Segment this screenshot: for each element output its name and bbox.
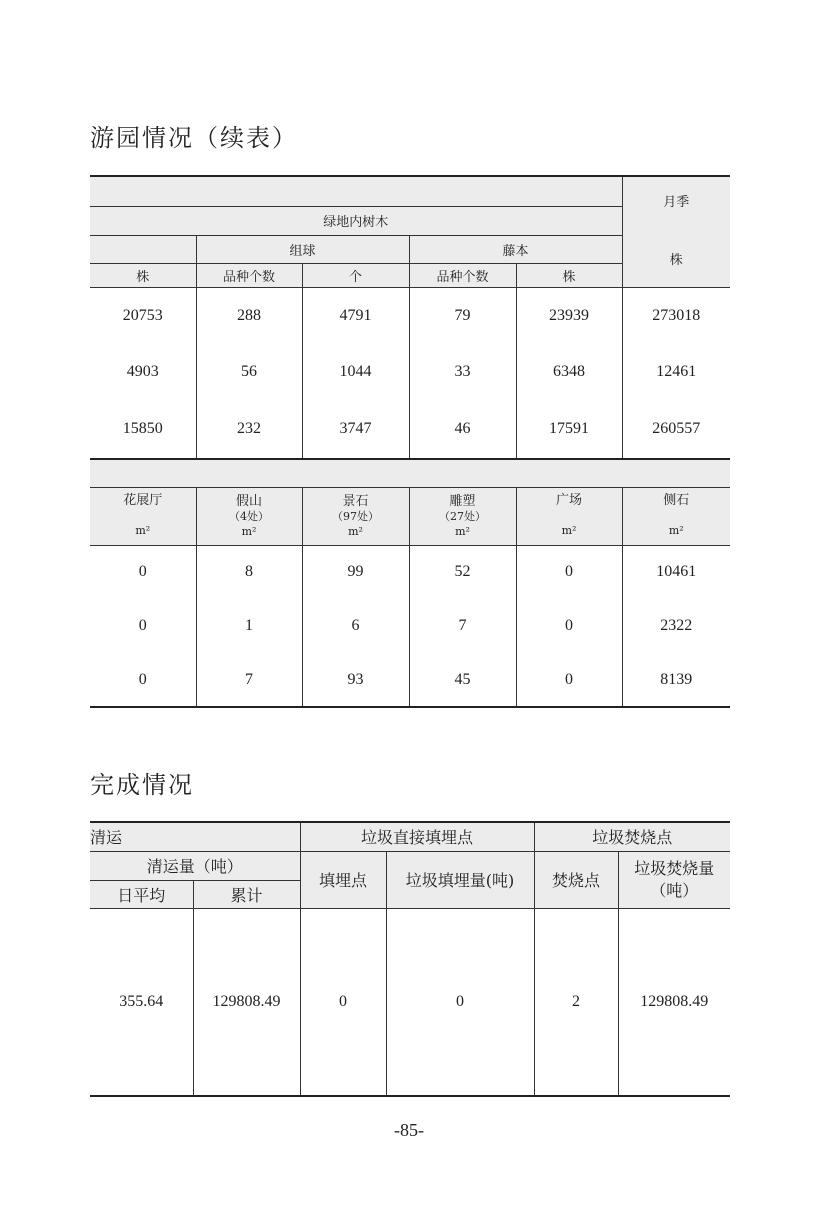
table-cell: 33	[409, 345, 516, 399]
header-rockery	[196, 487, 302, 545]
header-clearing: 清运	[90, 822, 300, 851]
table-cell: 3747	[302, 399, 409, 459]
table-cell: 45	[409, 653, 516, 707]
header-vine-unit-zhu: 株	[516, 263, 622, 287]
header-incineration-group: 垃圾焚烧点	[534, 822, 730, 851]
incineration-volume-unit: （吨）	[650, 880, 699, 900]
month-season-unit: 株	[669, 252, 683, 268]
header-blank	[90, 235, 196, 263]
unit-label: m²	[455, 524, 470, 538]
curb-label: 侧石	[663, 493, 690, 508]
table-cell: 46	[409, 399, 516, 459]
park-tour-table	[90, 175, 730, 708]
section-title-completion: 完成情况	[90, 771, 194, 799]
table-cell: 288	[196, 287, 302, 345]
header-incineration-volume	[618, 851, 730, 908]
header-vine: 藤本	[409, 235, 622, 263]
table-cell: 0	[90, 545, 196, 599]
divider-band	[90, 459, 730, 487]
section-title-tour: 游园情况（续表）	[90, 124, 298, 152]
table-cell: 0	[90, 599, 196, 653]
unit-label: m²	[135, 524, 151, 537]
header-landfill-volume: 垃圾填埋量(吨)	[386, 851, 534, 908]
table-cell: 273018	[652, 307, 701, 325]
table-cell: 6348	[516, 345, 622, 399]
unit-label: m²	[241, 524, 257, 538]
table-cell: 0	[386, 908, 534, 1096]
table-cell: 0	[90, 653, 196, 707]
header-group-ball: 组球	[196, 235, 409, 263]
table-cell: 8139	[660, 670, 693, 688]
table-cell: 2322	[660, 617, 693, 634]
incineration-volume-label: 垃圾焚烧量	[634, 858, 715, 878]
header-unit-ge: 个	[302, 263, 409, 287]
header-scenic-stone	[302, 487, 409, 545]
sculpture-sub-label: （27处）	[439, 509, 486, 523]
header-unit-zhu: 株	[90, 263, 196, 287]
table-cell: 0	[300, 908, 386, 1096]
table-cell: 79	[409, 287, 516, 345]
table-cell: 99	[302, 545, 409, 599]
header-variety-count: 品种个数	[196, 263, 302, 287]
header-vine-variety-count: 品种个数	[409, 263, 516, 287]
table-cell: 0	[516, 599, 622, 653]
table-cell: 8	[196, 545, 302, 599]
table-cell: 10461	[656, 563, 697, 581]
header-sculpture	[409, 487, 516, 545]
table-cell: 260557	[652, 419, 701, 437]
header-square	[516, 487, 622, 545]
page-number: -85-	[394, 1120, 424, 1140]
header-greenland-trees: 绿地内树木	[90, 206, 622, 235]
table-cell: 0	[516, 653, 622, 707]
header-incineration-point: 焚烧点	[534, 851, 618, 908]
header-landfill-point: 填埋点	[300, 851, 386, 908]
table-cell: 1	[196, 599, 302, 653]
table-cell: 6	[302, 599, 409, 653]
rockery-sub-label: （4处）	[229, 509, 269, 523]
unit-label: m²	[561, 524, 577, 537]
rockery-label: 假山	[235, 493, 262, 509]
sculpture-label: 雕塑	[449, 493, 476, 509]
table-cell: 7	[409, 599, 516, 653]
square-label: 广场	[556, 493, 583, 508]
table-cell: 93	[302, 653, 409, 707]
unit-label: m²	[668, 524, 684, 537]
table-cell: 0	[516, 545, 622, 599]
table-cell: 20753	[90, 287, 196, 345]
header-month-season	[622, 176, 730, 287]
header-band-top	[90, 176, 622, 206]
table-cell: 232	[196, 399, 302, 459]
table-cell: 1044	[302, 345, 409, 399]
table-cell: 2	[534, 908, 618, 1096]
header-clearing-volume: 清运量（吨）	[90, 851, 300, 880]
header-daily-avg: 日平均	[90, 880, 193, 908]
table-cell: 12461	[656, 363, 697, 380]
table-cell: 56	[196, 345, 302, 399]
header-cumulative: 累计	[193, 880, 300, 908]
month-season-label: 月季	[663, 194, 690, 210]
table-cell: 129808.49	[640, 992, 709, 1010]
table-cell: 15850	[90, 399, 196, 459]
scenic-stone-label: 景石	[342, 493, 369, 509]
table-cell: 23939	[516, 287, 622, 345]
header-curb	[622, 487, 730, 545]
completion-table	[90, 821, 730, 1097]
table-cell: 17591	[516, 399, 622, 459]
table-cell: 4903	[90, 345, 196, 399]
table-cell: 52	[409, 545, 516, 599]
header-flower-hall	[90, 487, 196, 545]
table-cell: 7	[196, 653, 302, 707]
table-cell: 4791	[302, 287, 409, 345]
table-cell: 129808.49	[193, 908, 300, 1096]
table-cell: 355.64	[90, 908, 193, 1096]
flower-hall-label: 花展厅	[123, 493, 163, 508]
scenic-stone-sub-label: （97处）	[332, 509, 379, 523]
unit-label: m²	[348, 524, 363, 538]
header-landfill-group: 垃圾直接填埋点	[300, 822, 534, 851]
